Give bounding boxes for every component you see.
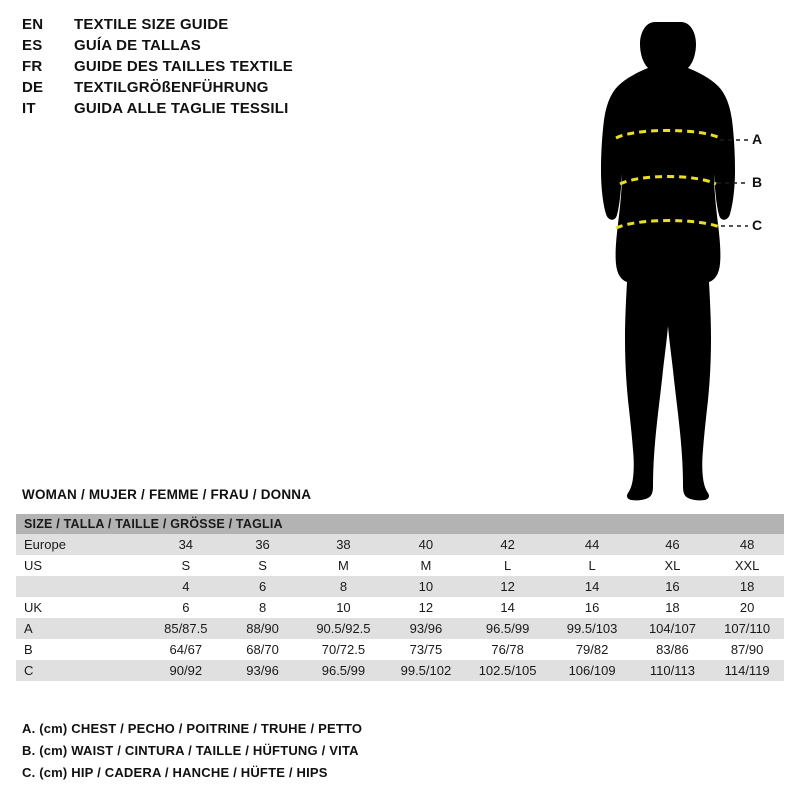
guide-title: GUIDE DES TAILLES TEXTILE bbox=[74, 58, 293, 75]
row-label: US bbox=[16, 555, 147, 576]
cell-value: 16 bbox=[550, 597, 635, 618]
cell-value: 96.5/99 bbox=[301, 660, 386, 681]
language-row-it bbox=[22, 98, 442, 119]
row-label: C bbox=[16, 660, 147, 681]
language-code: EN bbox=[22, 16, 44, 33]
cell-value: 14 bbox=[550, 576, 635, 597]
cell-value: 42 bbox=[466, 534, 550, 555]
measure-label-a: A bbox=[752, 131, 763, 147]
cell-value: 79/82 bbox=[550, 639, 635, 660]
cell-value: 8 bbox=[301, 576, 386, 597]
language-title-block bbox=[22, 14, 442, 119]
cell-value: 87/90 bbox=[710, 639, 784, 660]
female-silhouette-icon bbox=[560, 8, 790, 508]
cell-value: 104/107 bbox=[635, 618, 711, 639]
cell-value: 68/70 bbox=[224, 639, 300, 660]
cell-value: M bbox=[386, 555, 466, 576]
cell-value: 10 bbox=[386, 576, 466, 597]
cell-value: 20 bbox=[710, 597, 784, 618]
legend-item-b: B. (cm) WAIST / CINTURA / TAILLE / HÜFTUNG / VITA bbox=[22, 743, 359, 758]
cell-value: 93/96 bbox=[224, 660, 300, 681]
table-row bbox=[16, 639, 784, 660]
cell-value: 48 bbox=[710, 534, 784, 555]
size-table bbox=[16, 514, 784, 681]
cell-value: 110/113 bbox=[635, 660, 711, 681]
cell-value: 64/67 bbox=[147, 639, 224, 660]
cell-value: XL bbox=[635, 555, 711, 576]
table-row bbox=[16, 534, 784, 555]
cell-value: 16 bbox=[635, 576, 711, 597]
language-code: DE bbox=[22, 79, 44, 96]
cell-value: 14 bbox=[466, 597, 550, 618]
cell-value: 46 bbox=[635, 534, 711, 555]
cell-value: 18 bbox=[635, 597, 711, 618]
cell-value: 36 bbox=[224, 534, 300, 555]
table-row bbox=[16, 618, 784, 639]
guide-title: GUÍA DE TALLAS bbox=[74, 37, 201, 54]
language-row-es bbox=[22, 35, 442, 56]
language-code: FR bbox=[22, 58, 43, 75]
row-label: UK bbox=[16, 597, 147, 618]
cell-value: 38 bbox=[301, 534, 386, 555]
woman-section-heading: WOMAN / MUJER / FEMME / FRAU / DONNA bbox=[22, 487, 312, 502]
cell-value: 90/92 bbox=[147, 660, 224, 681]
cell-value: M bbox=[301, 555, 386, 576]
cell-value: 93/96 bbox=[386, 618, 466, 639]
cell-value: 12 bbox=[466, 576, 550, 597]
cell-value: 107/110 bbox=[710, 618, 784, 639]
row-label: B bbox=[16, 639, 147, 660]
cell-value: 8 bbox=[224, 597, 300, 618]
cell-value: 99.5/103 bbox=[550, 618, 635, 639]
cell-value: 10 bbox=[301, 597, 386, 618]
cell-value: 44 bbox=[550, 534, 635, 555]
measure-label-c: C bbox=[752, 217, 763, 233]
table-row bbox=[16, 555, 784, 576]
cell-value: 12 bbox=[386, 597, 466, 618]
row-label bbox=[16, 576, 147, 597]
cell-value: 76/78 bbox=[466, 639, 550, 660]
row-label: Europe bbox=[16, 534, 147, 555]
language-code: ES bbox=[22, 37, 43, 54]
cell-value: 18 bbox=[710, 576, 784, 597]
cell-value: 90.5/92.5 bbox=[301, 618, 386, 639]
cell-value: 106/109 bbox=[550, 660, 635, 681]
cell-value: 34 bbox=[147, 534, 224, 555]
table-row bbox=[16, 660, 784, 681]
cell-value: 102.5/105 bbox=[466, 660, 550, 681]
cell-value: 40 bbox=[386, 534, 466, 555]
cell-value: XXL bbox=[710, 555, 784, 576]
cell-value: 96.5/99 bbox=[466, 618, 550, 639]
legend-item-c: C. (cm) HIP / CADERA / HANCHE / HÜFTE / HIPS bbox=[22, 765, 328, 780]
table-band-heading-row bbox=[16, 514, 784, 534]
cell-value: L bbox=[466, 555, 550, 576]
table-band-heading: SIZE / TALLA / TAILLE / GRÖSSE / TAGLIA bbox=[16, 514, 784, 534]
measurement-figure bbox=[560, 8, 790, 508]
cell-value: S bbox=[224, 555, 300, 576]
row-label: A bbox=[16, 618, 147, 639]
language-row-en bbox=[22, 14, 442, 35]
guide-title: TEXTILE SIZE GUIDE bbox=[74, 16, 229, 33]
table-row bbox=[16, 597, 784, 618]
cell-value: 99.5/102 bbox=[386, 660, 466, 681]
measurement-legend bbox=[22, 718, 622, 784]
guide-title: TEXTILGRÖßENFÜHRUNG bbox=[74, 79, 269, 96]
measure-label-b: B bbox=[752, 174, 763, 190]
cell-value: 4 bbox=[147, 576, 224, 597]
cell-value: L bbox=[550, 555, 635, 576]
language-row-fr bbox=[22, 56, 442, 77]
cell-value: S bbox=[147, 555, 224, 576]
cell-value: 6 bbox=[147, 597, 224, 618]
cell-value: 88/90 bbox=[224, 618, 300, 639]
cell-value: 85/87.5 bbox=[147, 618, 224, 639]
cell-value: 70/72.5 bbox=[301, 639, 386, 660]
cell-value: 114/119 bbox=[710, 660, 784, 681]
cell-value: 83/86 bbox=[635, 639, 711, 660]
guide-title: GUIDA ALLE TAGLIE TESSILI bbox=[74, 100, 289, 117]
table-row bbox=[16, 576, 784, 597]
language-row-de bbox=[22, 77, 442, 98]
language-code: IT bbox=[22, 100, 36, 117]
legend-item-a: A. (cm) CHEST / PECHO / POITRINE / TRUHE / PETTO bbox=[22, 721, 363, 736]
cell-value: 73/75 bbox=[386, 639, 466, 660]
cell-value: 6 bbox=[224, 576, 300, 597]
